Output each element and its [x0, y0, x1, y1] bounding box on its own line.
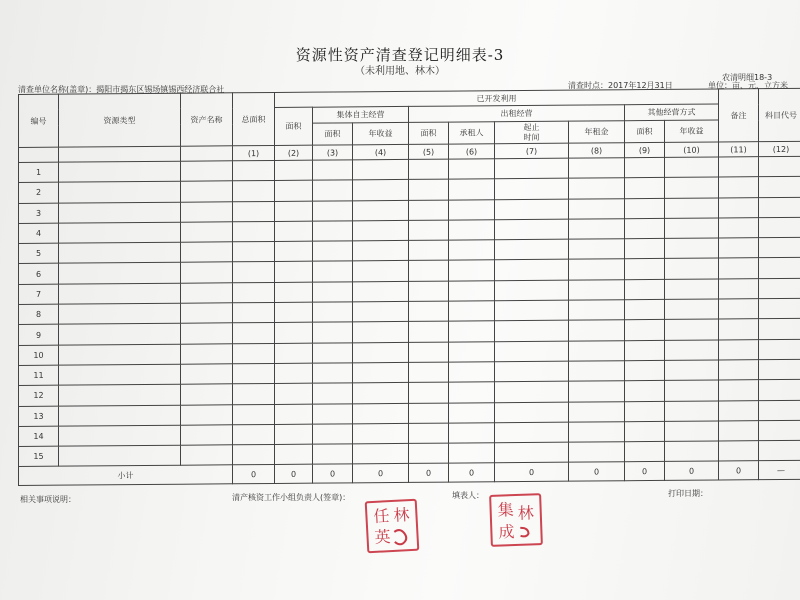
- colnum-2: (2): [275, 145, 313, 160]
- table-cell: [759, 156, 800, 177]
- table-cell: [59, 384, 181, 405]
- subtotal-cell: 0: [719, 461, 759, 480]
- filler-seal-char: 集: [497, 500, 514, 520]
- table-cell: [353, 444, 409, 465]
- table-cell: [719, 360, 759, 381]
- table-cell: [353, 241, 409, 262]
- table-cell: [449, 423, 495, 444]
- table-cell: [449, 443, 495, 464]
- table-cell: [495, 219, 569, 240]
- table-cell: [275, 444, 313, 465]
- row-number: 11: [19, 365, 59, 386]
- table-cell: [59, 445, 181, 466]
- table-cell: [759, 339, 800, 360]
- table-cell: [313, 343, 353, 364]
- table-cell: [233, 160, 275, 181]
- header-total-area: 总面积: [233, 92, 275, 145]
- colnum-blank: [19, 147, 59, 162]
- leader-seal-char: 英: [374, 527, 392, 547]
- header-resource-type: 资源类型: [59, 93, 181, 147]
- row-number: 2: [19, 182, 59, 203]
- row-number: 10: [19, 345, 59, 366]
- table-cell: [719, 319, 759, 340]
- table-cell: [449, 220, 495, 241]
- table-cell: [233, 445, 275, 466]
- filler-label: 填表人：: [452, 491, 484, 500]
- table-cell: [495, 341, 569, 362]
- colnum-7: (7): [495, 143, 569, 159]
- header-lease: 出租经营: [409, 105, 625, 123]
- table-cell: [353, 342, 409, 363]
- table-cell: [275, 221, 313, 242]
- table-cell: [275, 201, 313, 222]
- table-cell: [495, 280, 569, 301]
- header-developed: 已开发利用: [275, 89, 719, 107]
- subtotal-cell: 0: [275, 465, 313, 484]
- table-cell: [313, 160, 353, 181]
- header-seq: 编号: [19, 94, 59, 147]
- colnum-9: (9): [625, 142, 665, 157]
- table-cell: [353, 180, 409, 201]
- table-cell: [275, 383, 313, 404]
- table-cell: [449, 402, 495, 423]
- filler-seal-char: 成: [498, 522, 515, 542]
- table-cell: [409, 159, 449, 180]
- table-cell: [409, 321, 449, 342]
- table-cell: [759, 380, 800, 401]
- table-cell: [181, 303, 233, 324]
- table-body: [19, 156, 800, 467]
- table-cell: [625, 239, 665, 260]
- table-cell: [665, 340, 719, 361]
- subtotal-label: 小计: [19, 465, 233, 486]
- header-remark: 备注: [719, 89, 759, 142]
- table-cell: [625, 421, 665, 442]
- table-cell: [449, 341, 495, 362]
- table-cell: [449, 159, 495, 180]
- inventory-date: 清查时点：2017年12月31日: [568, 81, 673, 90]
- table-cell: [449, 382, 495, 403]
- table-cell: [313, 424, 353, 445]
- table-cell: [625, 259, 665, 280]
- table-cell: [275, 160, 313, 181]
- table-cell: [409, 443, 449, 464]
- table-cell: [233, 323, 275, 344]
- form-subtitle: （未利用地、林木）: [355, 66, 445, 77]
- table-cell: [59, 303, 181, 324]
- header-collective: 集体自主经营: [313, 106, 409, 123]
- table-cell: [665, 319, 719, 340]
- header-period: [495, 121, 569, 144]
- header-period-text: 起止 时间: [523, 122, 540, 142]
- table-cell: [409, 179, 449, 200]
- table-cell: [719, 258, 759, 279]
- table-cell: [313, 221, 353, 242]
- table-cell: [569, 178, 625, 199]
- table-cell: [313, 403, 353, 424]
- table-cell: [625, 178, 665, 199]
- colnum-blank: [59, 146, 181, 162]
- table-cell: [353, 423, 409, 444]
- table-cell: [449, 199, 495, 220]
- table-cell: [449, 260, 495, 281]
- table-cell: [233, 404, 275, 425]
- table-cell: [625, 157, 665, 178]
- subtotal-cell: 0: [233, 465, 275, 484]
- row-number: 14: [19, 426, 59, 447]
- table-cell: [181, 343, 233, 364]
- table-cell: [181, 222, 233, 243]
- table-cell: [275, 180, 313, 201]
- table-cell: [233, 384, 275, 405]
- subtotal-cell: —: [759, 461, 800, 480]
- table-cell: [275, 323, 313, 344]
- row-number: 7: [19, 284, 59, 305]
- colnum-5: (5): [409, 144, 449, 159]
- table-cell: [275, 404, 313, 425]
- table-cell: [569, 381, 625, 402]
- table-cell: [233, 343, 275, 364]
- table-cell: [759, 420, 800, 441]
- table-cell: [759, 278, 800, 299]
- table-cell: [625, 340, 665, 361]
- table-cell: [625, 381, 665, 402]
- header-asset-name: 资产名称: [181, 93, 233, 146]
- table-cell: [409, 281, 449, 302]
- table-cell: [233, 181, 275, 202]
- table-cell: [665, 177, 719, 198]
- subtotal-cell: 0: [569, 462, 625, 481]
- table-cell: [449, 240, 495, 261]
- table-cell: [665, 421, 719, 442]
- table-cell: [409, 301, 449, 322]
- table-cell: [59, 364, 181, 385]
- table-cell: [495, 321, 569, 342]
- colnum-10: (10): [665, 142, 719, 157]
- signature-scribble-icon: [367, 501, 417, 551]
- table-cell: [759, 197, 800, 218]
- table-cell: [665, 258, 719, 279]
- colnum-6: (6): [449, 144, 495, 159]
- table-cell: [495, 178, 569, 199]
- table-cell: [495, 199, 569, 220]
- table-cell: [759, 217, 800, 238]
- colnum-4: (4): [353, 144, 409, 159]
- table-cell: [233, 201, 275, 222]
- table-cell: [313, 363, 353, 384]
- table-cell: [233, 221, 275, 242]
- table-cell: [495, 158, 569, 179]
- table-cell: [719, 197, 759, 218]
- table-cell: [625, 198, 665, 219]
- table-cell: [353, 281, 409, 302]
- table-cell: [353, 403, 409, 424]
- table-cell: [59, 202, 181, 223]
- table-cell: [569, 198, 625, 219]
- table-cell: [59, 161, 181, 182]
- row-number: 4: [19, 223, 59, 244]
- table-cell: [495, 300, 569, 321]
- table-cell: [181, 283, 233, 304]
- table-cell: [625, 401, 665, 422]
- table-cell: [665, 198, 719, 219]
- table-cell: [313, 322, 353, 343]
- colnum-1: (1): [233, 145, 275, 160]
- table-cell: [181, 242, 233, 263]
- header-lease-area: 面积: [409, 122, 449, 144]
- table-cell: [275, 282, 313, 303]
- notes-label: 相关事项说明：: [20, 495, 76, 504]
- table-cell: [313, 261, 353, 282]
- form-title: 资源性资产清查登记明细表-3: [295, 46, 505, 64]
- row-number: 13: [19, 406, 59, 427]
- table-cell: [569, 422, 625, 443]
- table-cell: [409, 240, 449, 261]
- table-cell: [569, 219, 625, 240]
- table-cell: [719, 339, 759, 360]
- units-label: 单位：亩、元、立方米: [708, 81, 788, 90]
- table-cell: [313, 383, 353, 404]
- table-cell: [625, 360, 665, 381]
- table-cell: [759, 319, 800, 340]
- leader-label: 清产核资工作小组负责人(签章)：: [232, 493, 351, 502]
- table-cell: [59, 222, 181, 243]
- table-cell: [181, 384, 233, 405]
- colnum-12: (12): [759, 141, 800, 156]
- table-cell: [759, 238, 800, 259]
- table-cell: [409, 261, 449, 282]
- table-cell: [495, 361, 569, 382]
- table-cell: [313, 282, 353, 303]
- table-cell: [353, 200, 409, 221]
- table-cell: [719, 177, 759, 198]
- table-cell: [181, 445, 233, 466]
- table-cell: [275, 343, 313, 364]
- table-cell: [181, 323, 233, 344]
- header-other: 其他经营方式: [625, 104, 719, 121]
- leader-seal: [365, 499, 420, 554]
- table-cell: [313, 180, 353, 201]
- table-cell: [181, 161, 233, 182]
- row-number: 12: [19, 385, 59, 406]
- table-cell: [569, 239, 625, 260]
- table-cell: [353, 383, 409, 404]
- header-coll-area: 面积: [313, 123, 353, 145]
- table-cell: [495, 260, 569, 281]
- table-cell: [569, 401, 625, 422]
- table-cell: [665, 441, 719, 462]
- table-cell: [665, 218, 719, 239]
- unit-name: 清查单位名称(盖章)：揭阳市揭东区锡场镇锡西经济联合社: [18, 85, 225, 94]
- table-cell: [409, 220, 449, 241]
- table-cell: [181, 181, 233, 202]
- table-cell: [719, 218, 759, 239]
- leader-seal-char: 任: [372, 506, 390, 526]
- table-cell: [759, 298, 800, 319]
- table-cell: [409, 403, 449, 424]
- table-cell: [181, 364, 233, 385]
- table-cell: [569, 158, 625, 179]
- table-cell: [719, 278, 759, 299]
- table-cell: [409, 382, 449, 403]
- table-cell: [181, 262, 233, 283]
- table-cell: [449, 179, 495, 200]
- table-cell: [313, 241, 353, 262]
- table-cell: [353, 159, 409, 180]
- table-cell: [449, 301, 495, 322]
- table-cell: [181, 425, 233, 446]
- leader-seal-char: 林: [392, 505, 410, 525]
- table-cell: [233, 303, 275, 324]
- table-cell: [181, 404, 233, 425]
- header-other-area: 面积: [625, 120, 665, 142]
- table-cell: [59, 242, 181, 263]
- table-cell: [353, 322, 409, 343]
- table-cell: [665, 380, 719, 401]
- table-cell: [665, 401, 719, 422]
- table-cell: [719, 380, 759, 401]
- row-number: 6: [19, 264, 59, 285]
- table-cell: [409, 362, 449, 383]
- subtotal-cell: 0: [313, 464, 353, 483]
- table-cell: [625, 218, 665, 239]
- table-cell: [275, 363, 313, 384]
- table-cell: [495, 422, 569, 443]
- table-cell: [495, 239, 569, 260]
- row-number: 15: [19, 446, 59, 467]
- colnum-8: (8): [569, 143, 625, 158]
- table-cell: [233, 282, 275, 303]
- table-cell: [313, 200, 353, 221]
- table-cell: [449, 321, 495, 342]
- table-cell: [59, 324, 181, 345]
- table-cell: [719, 157, 759, 178]
- table-cell: [449, 281, 495, 302]
- table-cell: [625, 279, 665, 300]
- table-cell: [569, 361, 625, 382]
- colnum-blank: [181, 146, 233, 161]
- table-cell: [353, 261, 409, 282]
- subtotal-cell: 0: [665, 461, 719, 480]
- print-date-label: 打印日期：: [668, 489, 708, 498]
- table-cell: [495, 402, 569, 423]
- table-cell: [759, 177, 800, 198]
- table-cell: [569, 280, 625, 301]
- header-other-income: 年收益: [665, 120, 719, 142]
- table-cell: [409, 200, 449, 221]
- table-cell: [313, 302, 353, 323]
- table-cell: [59, 283, 181, 304]
- header-area: 面积: [275, 107, 313, 145]
- subtotal-cell: 0: [409, 464, 449, 483]
- table-cell: [719, 400, 759, 421]
- subtotal-cell: 0: [449, 463, 495, 482]
- table-cell: [759, 258, 800, 279]
- header-rent: 年租金: [569, 121, 625, 143]
- table-cell: [665, 157, 719, 178]
- table-cell: [59, 263, 181, 284]
- table-cell: [59, 344, 181, 365]
- header-coll-income: 年收益: [353, 122, 409, 144]
- table-cell: [233, 424, 275, 445]
- table-cell: [759, 440, 800, 461]
- header-account-code: 科目代号: [759, 88, 800, 141]
- table-cell: [233, 262, 275, 283]
- table-cell: [719, 441, 759, 462]
- row-number: 5: [19, 243, 59, 264]
- table-cell: [719, 238, 759, 259]
- table-cell: [181, 201, 233, 222]
- table-cell: [275, 241, 313, 262]
- table-cell: [625, 300, 665, 321]
- colnum-11: (11): [719, 142, 759, 157]
- table-cell: [719, 421, 759, 442]
- table-wrapper: [18, 88, 800, 482]
- table-cell: [495, 381, 569, 402]
- subtotal-cell: 0: [495, 463, 569, 483]
- table-cell: [665, 360, 719, 381]
- inventory-table: [18, 88, 800, 487]
- form-code: 农清明细18-3: [722, 73, 773, 82]
- table-cell: [719, 299, 759, 320]
- table-cell: [353, 220, 409, 241]
- table-cell: [449, 362, 495, 383]
- signature-scribble-icon: [491, 495, 541, 545]
- colnum-3: (3): [313, 145, 353, 160]
- table-cell: [759, 400, 800, 421]
- table-cell: [409, 423, 449, 444]
- table-cell: [233, 363, 275, 384]
- table-cell: [665, 279, 719, 300]
- table-cell: [409, 342, 449, 363]
- subtotal-cell: 0: [625, 462, 665, 481]
- table-cell: [353, 302, 409, 323]
- table-cell: [759, 359, 800, 380]
- header-lessee: 承租人: [449, 122, 495, 144]
- table-cell: [569, 340, 625, 361]
- table-cell: [233, 242, 275, 263]
- row-number: 1: [19, 162, 59, 183]
- row-number: 9: [19, 325, 59, 346]
- table-cell: [665, 299, 719, 320]
- table-cell: [569, 442, 625, 463]
- table-cell: [313, 444, 353, 465]
- row-number: 8: [19, 304, 59, 325]
- table-cell: [625, 442, 665, 463]
- table-cell: [625, 320, 665, 341]
- filler-seal: [489, 493, 543, 547]
- table-cell: [275, 302, 313, 323]
- table-cell: [59, 182, 181, 203]
- row-number: 3: [19, 203, 59, 224]
- table-cell: [275, 262, 313, 283]
- table-cell: [569, 259, 625, 280]
- table-cell: [275, 424, 313, 445]
- table-cell: [569, 300, 625, 321]
- table-cell: [569, 320, 625, 341]
- table-cell: [353, 362, 409, 383]
- table-cell: [495, 442, 569, 463]
- subtotal-cell: 0: [353, 464, 409, 483]
- table-cell: [59, 405, 181, 426]
- filler-seal-char: 林: [517, 503, 535, 523]
- table-cell: [665, 238, 719, 259]
- table-cell: [59, 425, 181, 446]
